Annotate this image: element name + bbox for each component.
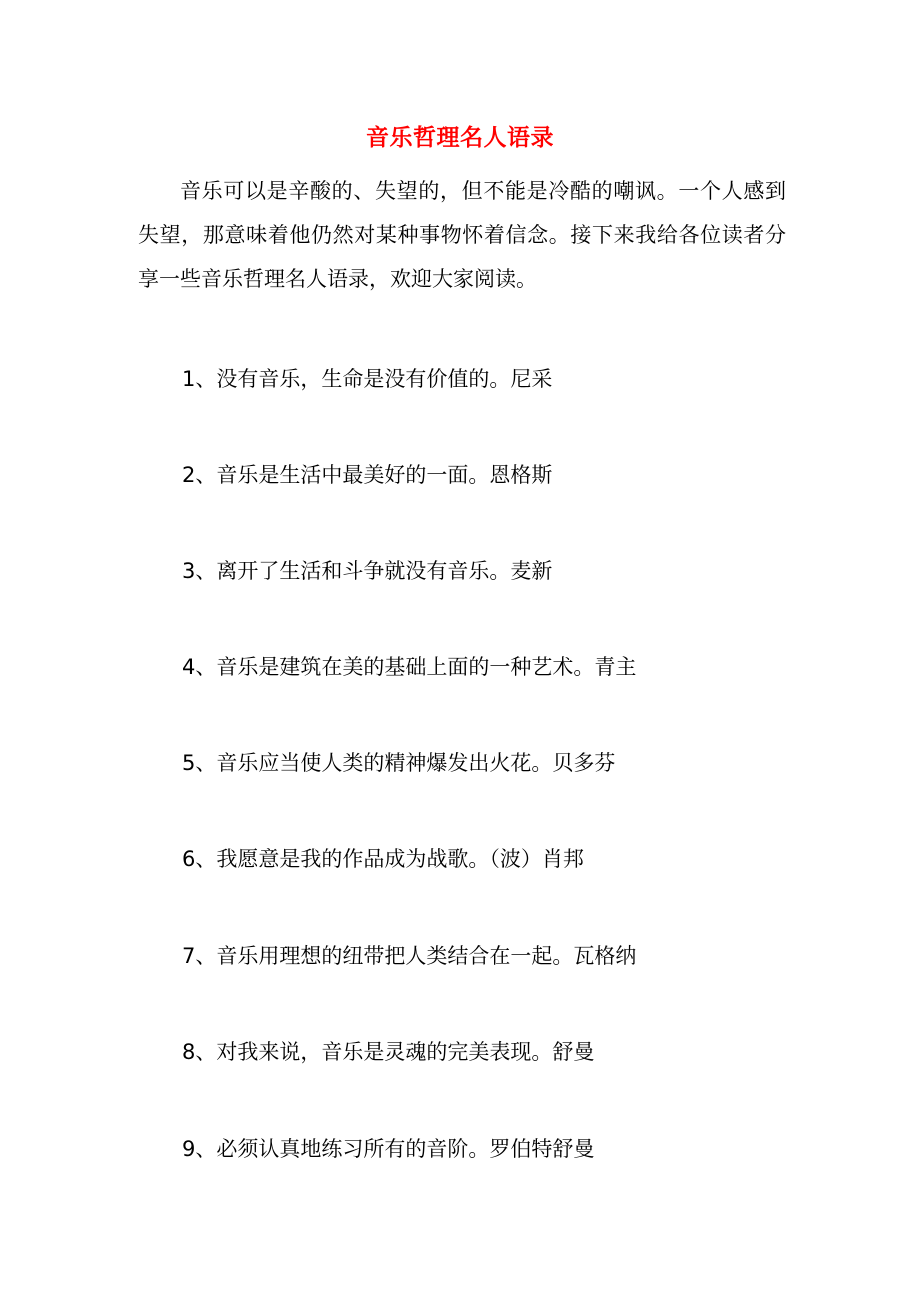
- quote-item-7: 7、音乐用理想的纽带把人类结合在一起。瓦格纳: [182, 944, 637, 968]
- quote-item-6: 6、我愿意是我的作品成为战歌。（波）肖邦: [182, 847, 584, 871]
- quote-item-8: 8、对我来说，音乐是灵魂的完美表现。舒曼: [182, 1040, 595, 1064]
- quote-item-3: 3、离开了生活和斗争就没有音乐。麦新: [182, 559, 553, 583]
- quote-item-4: 4、音乐是建筑在美的基础上面的一种艺术。青主: [182, 655, 637, 679]
- intro-paragraph: 音乐可以是辛酸的、失望的，但不能是冷酷的嘲讽。一个人感到失望，那意味着他仍然对某种事物怀着信念。接下来我给各位读者分享一些音乐哲理名人语录，欢迎大家阅读。: [138, 179, 786, 291]
- document-title: 音乐哲理名人语录: [366, 125, 554, 151]
- quote-item-5: 5、音乐应当使人类的精神爆发出火花。贝多芬: [182, 751, 616, 775]
- quote-item-2: 2、音乐是生活中最美好的一面。恩格斯: [182, 463, 553, 487]
- quote-item-9: 9、必须认真地练习所有的音阶。罗伯特舒曼: [182, 1137, 595, 1161]
- quote-item-1: 1、没有音乐，生命是没有价值的。尼采: [182, 367, 553, 391]
